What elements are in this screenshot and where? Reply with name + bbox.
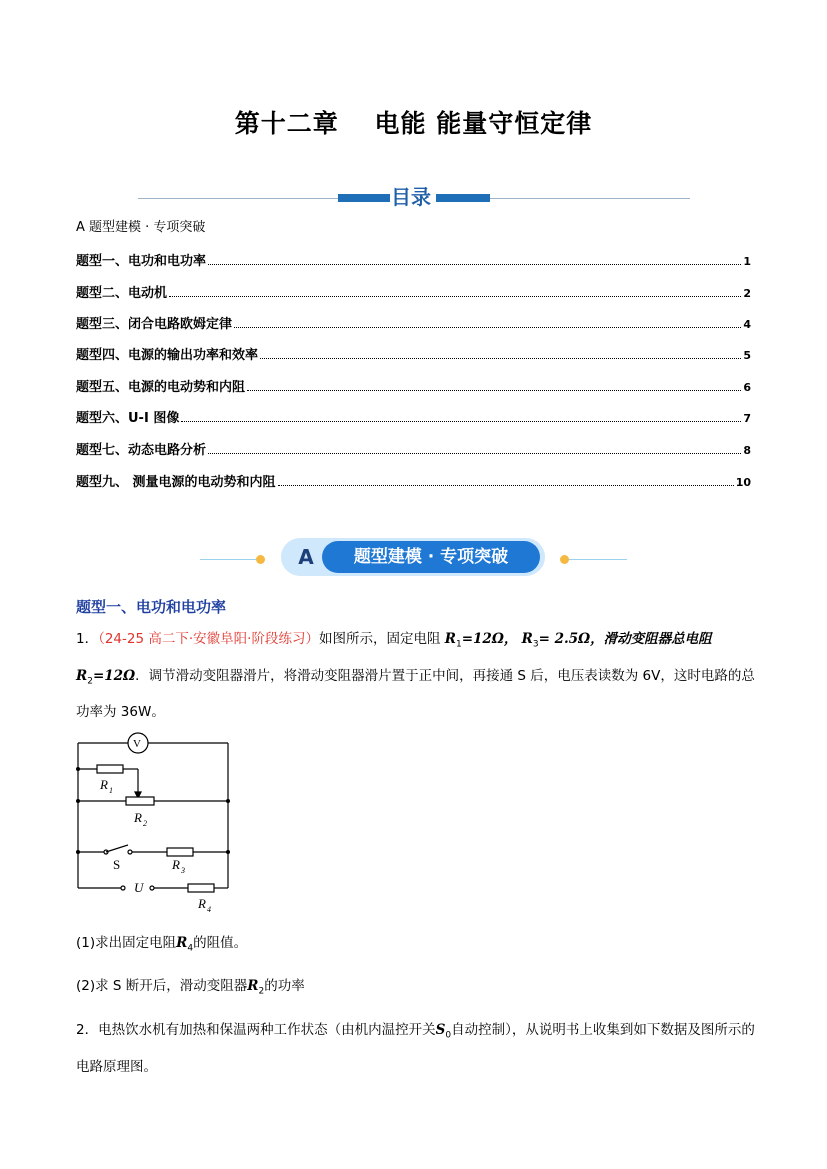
- svg-text:R: R: [134, 810, 142, 825]
- svg-text:R: R: [198, 896, 206, 911]
- circuit-diagram: [70, 728, 245, 918]
- banner-dot-left: [256, 555, 265, 564]
- toc-divider-right: [490, 198, 690, 199]
- toc-bar-right: [436, 194, 490, 202]
- banner-line-left: [200, 559, 260, 560]
- page-title: 第十二章 电能 能量守恒定律: [234, 109, 593, 138]
- svg-text:2: 2: [143, 819, 147, 828]
- banner-text: 题型建模 · 专项突破: [322, 541, 540, 573]
- question-2-text: 2．电热饮水机有加热和保温两种工作状态（由机内温控开关$S_0$自动控制），从说明书上收集到如下数据及图所示的电路原理图。: [76, 1022, 755, 1075]
- section-title: 题型一、电功和电功率: [76, 598, 227, 616]
- toc-item[interactable]: 题型二、电动机 2: [76, 286, 751, 301]
- question-1-text: 1．（24-25 高二下·安徽阜阳·阶段练习）如图所示，固定电阻 $R_1=12\Omega$， $R_3= 2.5\Omega$，滑动变阻器总电阻 $R_2=12\Omega$．调节滑动变阻器滑片，将滑动变阻器滑片置于正中间，再接通 S 后，电压表读数为 6V，这时电路的总功率为 36W。: [76, 631, 755, 721]
- banner-line-right: [569, 559, 627, 560]
- sub-question-2: (2)求 S 断开后，滑动变阻器$R_2$的功率: [76, 978, 305, 997]
- banner-letter: A: [290, 541, 322, 573]
- toc-item[interactable]: 题型七、动态电路分析 8: [76, 443, 751, 458]
- svg-text:R: R: [172, 857, 180, 872]
- toc-item[interactable]: 题型六、U-I 图像 7: [76, 411, 751, 426]
- svg-text:3: 3: [181, 866, 185, 875]
- toc-divider-left: [138, 198, 338, 199]
- toc-bar-left: [338, 194, 390, 202]
- toc-item[interactable]: 题型三、闭合电路欧姆定律 4: [76, 317, 751, 332]
- svg-text:S: S: [113, 857, 121, 872]
- svg-text:U: U: [134, 880, 144, 895]
- toc-section-label: A 题型建模 · 专项突破: [76, 220, 206, 235]
- toc-heading: 目录: [391, 185, 431, 209]
- sub-question-1: (1)求出固定电阻$R_4$的阻值。: [76, 935, 248, 954]
- toc-item[interactable]: 题型五、电源的电动势和内阻 6: [76, 380, 751, 395]
- toc-item[interactable]: 题型九、 测量电源的电动势和内阻 10: [76, 475, 751, 490]
- svg-text:1: 1: [109, 786, 113, 795]
- banner-dot-right: [560, 555, 569, 564]
- voltmeter-label: V: [133, 738, 141, 750]
- toc-item[interactable]: 题型一、电功和电功率 1: [76, 254, 751, 269]
- toc-item[interactable]: 题型四、电源的输出功率和效率 5: [76, 348, 751, 363]
- svg-text:4: 4: [207, 905, 211, 914]
- question-source: （24-25 高二下·安徽阜阳·阶段练习）: [98, 631, 319, 647]
- svg-text:R: R: [100, 777, 108, 792]
